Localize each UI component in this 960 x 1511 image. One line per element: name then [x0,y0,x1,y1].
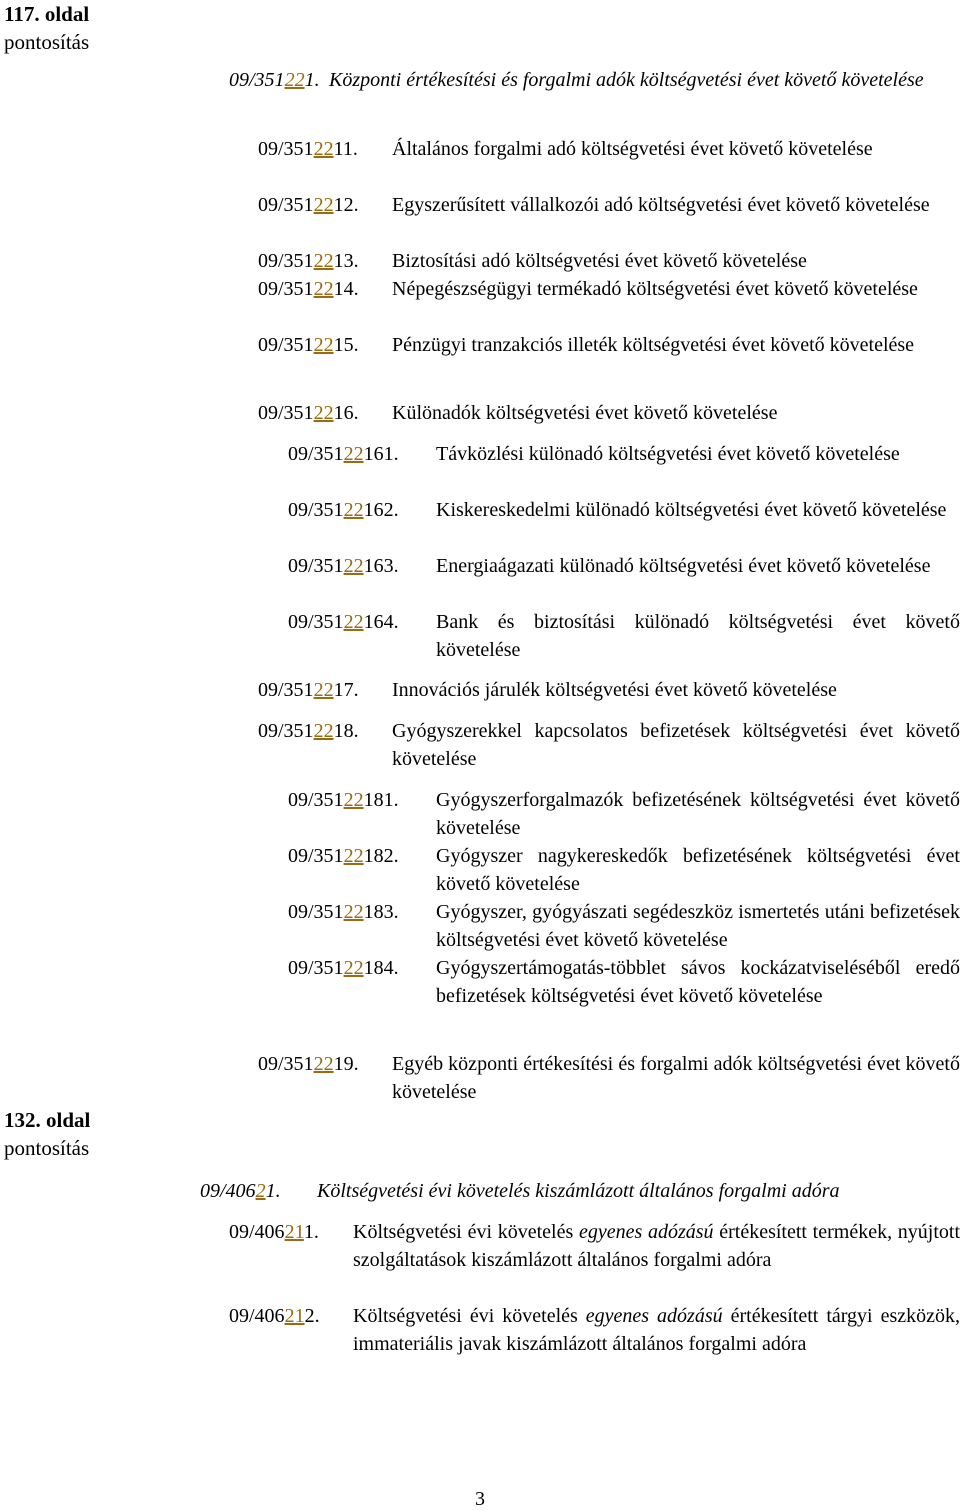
account-entry [288,786,960,842]
account-code: 09/3512218. [258,720,359,742]
account-entry [288,954,960,1010]
account-title: Innovációs járulék költségvetési évet követő követelése [392,679,837,701]
account-code: 09/3512215. [258,334,359,356]
account-title: Gyógyszertámogatás-többlet sávos kockázatviseléséből eredő befizetések költségvetési évet követő követelése [436,957,960,1007]
account-title: Energiaágazati különadó költségvetési évet követő követelése [436,555,931,577]
account-entry [288,608,960,664]
account-title: Kiskereskedelmi különadó költségvetési évet követő követelése [436,499,947,521]
account-title: Gyógyszerforgalmazók befizetésének költségvetési évet követő követelése [436,789,960,839]
account-title: Költségvetési évi követelés egyenes adózású értékesített tárgyi eszközök, immateriális javak kiszámlázott általános forgalmi adóra [353,1305,960,1355]
account-title: Népegészségügyi termékadó költségvetési évet követő követelése [392,278,918,300]
margin-note-117 [4,0,134,56]
account-code: 09/406212. [229,1305,320,1327]
account-code: 09/35122162. [288,499,399,521]
account-code: 09/40621. [200,1180,281,1202]
account-entry [229,1302,960,1358]
margin-note-page: 117. oldal [4,2,90,26]
account-code: 09/3512219. [258,1053,359,1075]
emphasis: egyenes adózású [585,1305,723,1327]
account-code: 09/35122182. [288,845,399,867]
account-code: 09/35122181. [288,789,399,811]
margin-note-page: 132. oldal [4,1108,91,1132]
margin-note-label: pontosítás [4,1136,90,1160]
account-title: Központi értékesítési és forgalmi adók költségvetési évet követő követelése [329,69,924,91]
account-code: 09/406211. [229,1221,319,1243]
account-entry [258,191,960,219]
account-entry [288,842,960,898]
account-title: Gyógyszer nagykereskedők befizetésének költségvetési évet követő követelése [436,845,960,895]
account-entry [288,552,960,580]
account-code: 09/3512216. [258,402,359,424]
account-code: 09/3512213. [258,250,359,272]
margin-note-label: pontosítás [4,30,90,54]
account-entry [229,66,960,94]
emphasis: egyenes adózású [578,1221,714,1243]
account-title: Egyéb központi értékesítési és forgalmi adók költségvetési évet követő követelése [392,1053,960,1103]
account-title: Általános forgalmi adó költségvetési évet követő követelése [392,138,873,160]
account-title: Költségvetési évi követelés kiszámlázott általános forgalmi adóra [317,1180,840,1202]
account-title: Egyszerűsített vállalkozói adó költségvetési évet követő követelése [392,194,930,216]
account-title: Költségvetési évi követelés egyenes adózású értékesített termékek, nyújtott szolgáltatások kiszámlázott általános forgalmi adóra [353,1221,960,1271]
account-entry [258,1050,960,1106]
account-entry [258,399,960,427]
account-code: 09/3512214. [258,278,359,300]
account-entry [200,1177,960,1205]
account-entry [258,331,960,359]
account-entry [229,1218,960,1274]
account-title: Gyógyszerekkel kapcsolatos befizetések költségvetési évet követő követelése [392,720,960,770]
account-title: Távközlési különadó költségvetési évet követő követelése [436,443,900,465]
account-title: Gyógyszer, gyógyászati segédeszköz ismertetés utáni befizetések költségvetési évet követő követelése [436,901,960,951]
account-code: 09/3512211. [258,138,358,160]
account-entry [258,247,960,275]
account-entry [258,676,960,704]
account-entry [258,135,960,163]
account-code: 09/3512217. [258,679,359,701]
account-title: Bank és biztosítási különadó költségvetési évet követő követelése [436,611,960,661]
account-code: 09/351221. [229,69,320,91]
account-title: Különadók költségvetési évet követő követelése [392,402,778,424]
margin-note-132 [4,1106,134,1162]
account-code: 09/35122183. [288,901,399,923]
account-title: Pénzügyi tranzakciós illeték költségvetési évet követő követelése [392,334,915,356]
account-entry [288,440,960,468]
page-number: 3 [475,1488,485,1510]
account-code: 09/35122164. [288,611,399,633]
account-code: 09/35122161. [288,443,399,465]
account-entry [258,275,960,303]
account-entry [258,717,960,773]
account-code: 09/35122163. [288,555,399,577]
account-entry [288,496,960,524]
account-entry [288,898,960,954]
account-title: Biztosítási adó költségvetési évet követő követelése [392,250,807,272]
account-code: 09/3512212. [258,194,359,216]
account-code: 09/35122184. [288,957,399,979]
